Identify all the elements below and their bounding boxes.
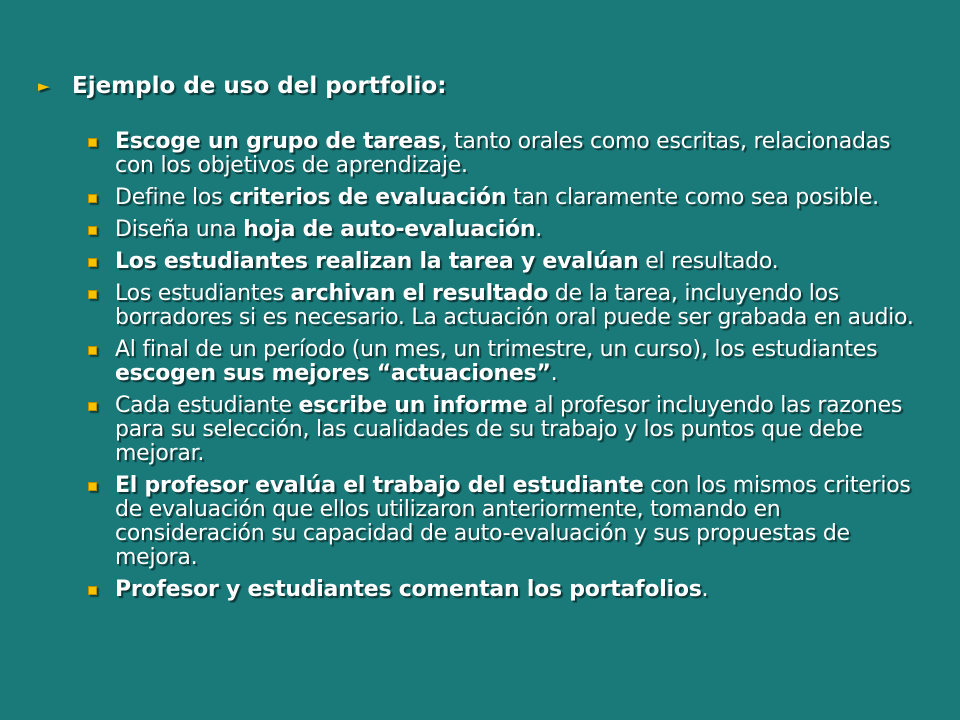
text-segment: Al final de un período (un mes, un trimestre, un curso), los estudiantes [115, 337, 878, 362]
text-segment: . [701, 577, 709, 602]
bullet-text [115, 218, 542, 242]
bold-segment: El profesor evalúa el trabajo del estudiante [115, 473, 644, 498]
text-segment: , tanto orales como escritas, relacionadas con los objetivos de aprendizaje. [115, 129, 891, 178]
text-segment: . [550, 361, 558, 386]
text-segment: el resultado. [638, 249, 779, 274]
bullet-text [115, 282, 920, 330]
bullet-text [115, 130, 920, 178]
text-segment: Diseña una [115, 217, 244, 242]
bullet-text [115, 338, 920, 386]
bold-segment: escogen sus mejores “actuaciones” [115, 361, 551, 386]
square-bullet-icon [88, 282, 115, 306]
bullet-item [88, 282, 920, 330]
square-bullet-icon [88, 130, 115, 154]
bullet-list [38, 130, 920, 602]
square-bullet-icon [88, 338, 115, 362]
heading-text: Ejemplo de uso del portfolio: [72, 73, 447, 99]
bullet-item [88, 394, 920, 466]
bullet-text [115, 394, 920, 466]
bullet-item [88, 130, 920, 178]
text-segment: Define los [115, 185, 230, 210]
bullet-item [88, 218, 920, 242]
bullet-text [115, 578, 708, 602]
square-bullet-icon [88, 250, 115, 274]
square-bullet-icon [88, 474, 115, 498]
bullet-text [115, 474, 920, 570]
bullet-item [88, 578, 920, 602]
text-segment: . [535, 217, 543, 242]
bullet-item [88, 338, 920, 386]
bullet-text [115, 186, 879, 210]
text-segment: Cada estudiante [115, 393, 299, 418]
bullet-item [88, 474, 920, 570]
bullet-item [88, 186, 920, 210]
text-segment: Los estudiantes [115, 281, 291, 306]
bold-segment: hoja de auto-evaluación [243, 217, 536, 242]
text-segment: al profesor incluyendo las razones para su selección, las cualidades de su trabajo y los puntos que debe mejorar. [115, 393, 903, 466]
bullet-item [88, 250, 920, 274]
bold-segment: archivan el resultado [290, 281, 549, 306]
slide-heading [38, 72, 920, 100]
text-segment: de la tarea, incluyendo los borradores si es necesario. La actuación oral puede ser grabada en audio. [115, 281, 914, 330]
bold-segment: criterios de evaluación [229, 185, 507, 210]
bold-segment: Profesor y estudiantes comentan los portafolios [115, 577, 702, 602]
bullet-text [115, 250, 778, 274]
triangle-bullet-icon: ► [38, 77, 50, 95]
square-bullet-icon [88, 394, 115, 418]
bold-segment: Los estudiantes realizan la tarea y evalúan [115, 249, 639, 274]
square-bullet-icon [88, 218, 115, 242]
text-segment: con los mismos criterios de evaluación que ellos utilizaron anteriormente, tomando en consideración su capacidad de auto-evaluación y sus propuestas de mejora. [115, 473, 911, 570]
bold-segment: escribe un informe [298, 393, 528, 418]
square-bullet-icon [88, 186, 115, 210]
square-bullet-icon [88, 578, 115, 602]
text-segment: tan claramente como sea posible. [506, 185, 879, 210]
bold-segment: Escoge un grupo de tareas [115, 129, 441, 154]
